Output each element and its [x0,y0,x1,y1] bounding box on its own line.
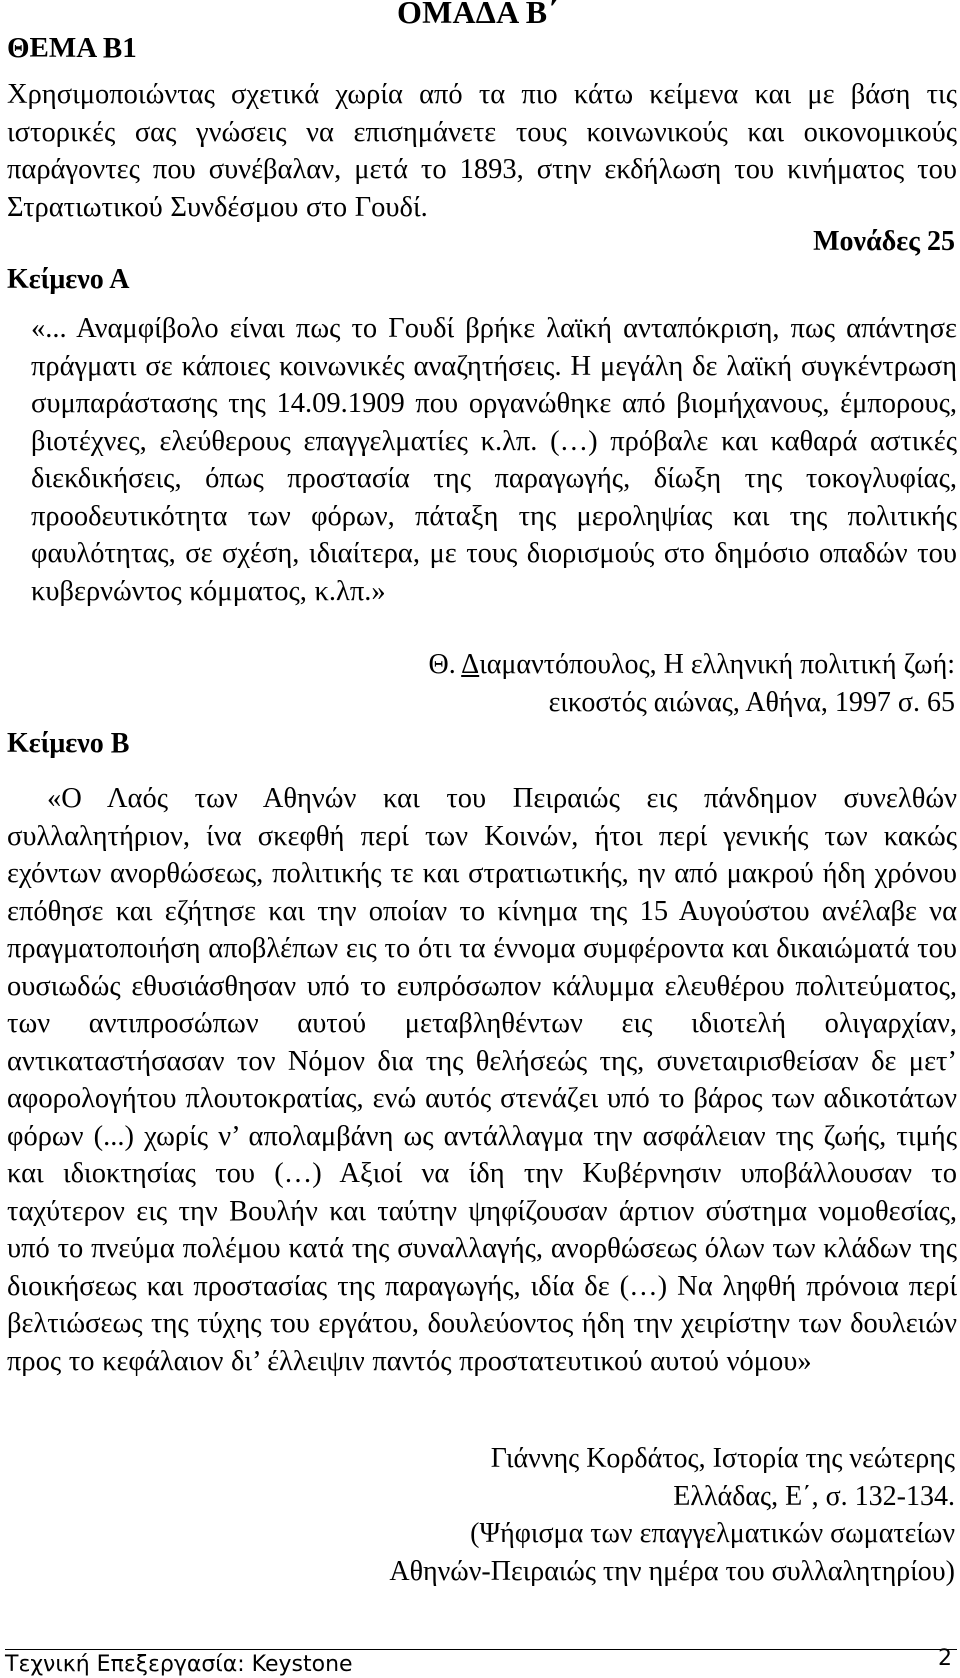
text-a-title: Κείμενο Α [7,264,130,295]
text-b-source-line-3: (Ψήφισμα των επαγγελματικών σωματείων [470,1518,955,1549]
text-a-source-line-1 [428,646,955,684]
text-b-source-line-2: Ελλάδας, Ε΄, σ. 132-134. [673,1480,955,1512]
text-a-body-text: «... Αναμφίβολο είναι πως το Γουδί βρήκε λαϊκή ανταπόκριση, πως απάντησε πράγματι σε κάποιες κοινωνικές αναζητήσεις. Η μεγάλη δε λαϊκή συγκέντρωση συμπαράστασης της 14.09.1909 που οργανώθηκε από βιομήχανους, έμπορους, βιοτέχνες, ελεύθερους επαγγελματίες κ.λπ. (…) πρόβαλε και καθαρά αστικές διεκδικήσεις, όπως προστασία της παραγωγής, δίωξη της τοκογλυφίας, προοδευτικότητα των φόρων, πάταξη της μεροληψίας και της πολιτικής φαυλότητας, σε σχέση, ιδιαίτερα, με τους διορισμούς στο δημόσιο οπαδών του κυβερνώντος κόμματος, κ.λπ.» [31,313,957,607]
text-b-source [389,1440,955,1590]
text-a-body [7,310,957,610]
text-b-body: «Ο Λαός των Αθηνών και του Πειραιώς εις πάνδημον συνελθών συλλαλητήριον, ίνα σκεφθή περί των Κοινών, ήτοι περί γενικής των κακώς εχόντων ανορθώσεως, πολιτικής τε και στρατιωτικής, ην από μακρού ήδη χρόνου επόθησε και εζήτησε και την οποίαν το κίνημα της 15 Αυγούστου ανέλαβε να πραγματοποιήση αποβλέπων εις το ότι τα έννομα συμφέροντα και δικαιώματά του ουσιωδώς εθυσιάσθησαν υπό το ευπρόσωπον κάλυμμα ελευθέρου πολιτεύματος, των αντιπροσώπων αυτού μεταβληθέντων εις ιδιοτελή ολιγαρχίαν, αντικαταστήσασαν τον Νόμον δια της θελήσεώς της, συνεταιρισθείσαν δε μετ’ αφορολογήτου πλουτοκρατίας, ενώ αυτός στενάζει υπό το βάρος των αδικοτάτων φόρων (...) χωρίς ν’ απολαμβάνη ως αντάλλαγμα την ασφάλειαν της ζωής, τιμής και ιδιοκτησίας του (…) Αξιοί να ίδη την Κυβέρνησιν υποβάλλουσαν το ταχύτερον εις την Βουλήν και ταύτην ψηφίζουσαν άρτιον σύστημα νομοθεσίας, υπό το πνεύμα πολέμου κατά της συναλλαγής, ανορθώσεως όλων των κλάδων της διοικήσεως και προστασίας της παραγωγής, ιδία δε (…) Να ληφθή πρόνοια περί βελτιώσεως της τύχης του εργάτου, δουλεύοντος ήδη την χειρίστην των δουλειών προς το κεφάλαιον δι’ έλλειψιν παντός προστατευτικού αυτού νόμου» [7,783,957,1377]
text-a-source-line-1-rest: ιαμαντόπουλος, Η ελληνική πολιτική ζωή: [479,649,955,680]
text-a-source-author: Θ. [428,649,462,680]
text-a-source-line-2: εικοστός αιώνας, Αθήνα, 1997 σ. 65 [548,686,955,718]
page-number: 2 [938,1646,952,1671]
text-b-title: Κείμενο Β [7,728,130,759]
footer-credit: Τεχνική Επεξεργασία: Keystone [5,1652,353,1677]
theme-title: ΘΕΜΑ Β1 [7,32,137,64]
points-label: Μονάδες 25 [813,226,955,257]
footer-divider [5,1649,957,1650]
group-title: ΟΜΑΔΑ Β΄ [397,0,559,30]
text-b-source-line-4: Αθηνών-Πειραιώς την ημέρα του συλλαλητηρίου) [389,1555,955,1587]
text-b-source-line-1: Γιάννης Κορδάτος, Ιστορία της νεώτερης [490,1443,955,1474]
question-text: Χρησιμοποιώντας σχετικά χωρία από τα πιο κάτω κείμενα και με βάση τις ιστορικές σας γνώσεις να επισημάνετε τους κοινωνικούς και οικονομικούς παράγοντες που συνέβαλαν, μετά το 1893, στην εκδήλωση του κινήματος του Στρατιωτικού Συνδέσμου στο Γουδί. [7,79,957,223]
text-a-source [428,646,955,721]
text-a-source-author-underlined: Δ [461,649,480,680]
